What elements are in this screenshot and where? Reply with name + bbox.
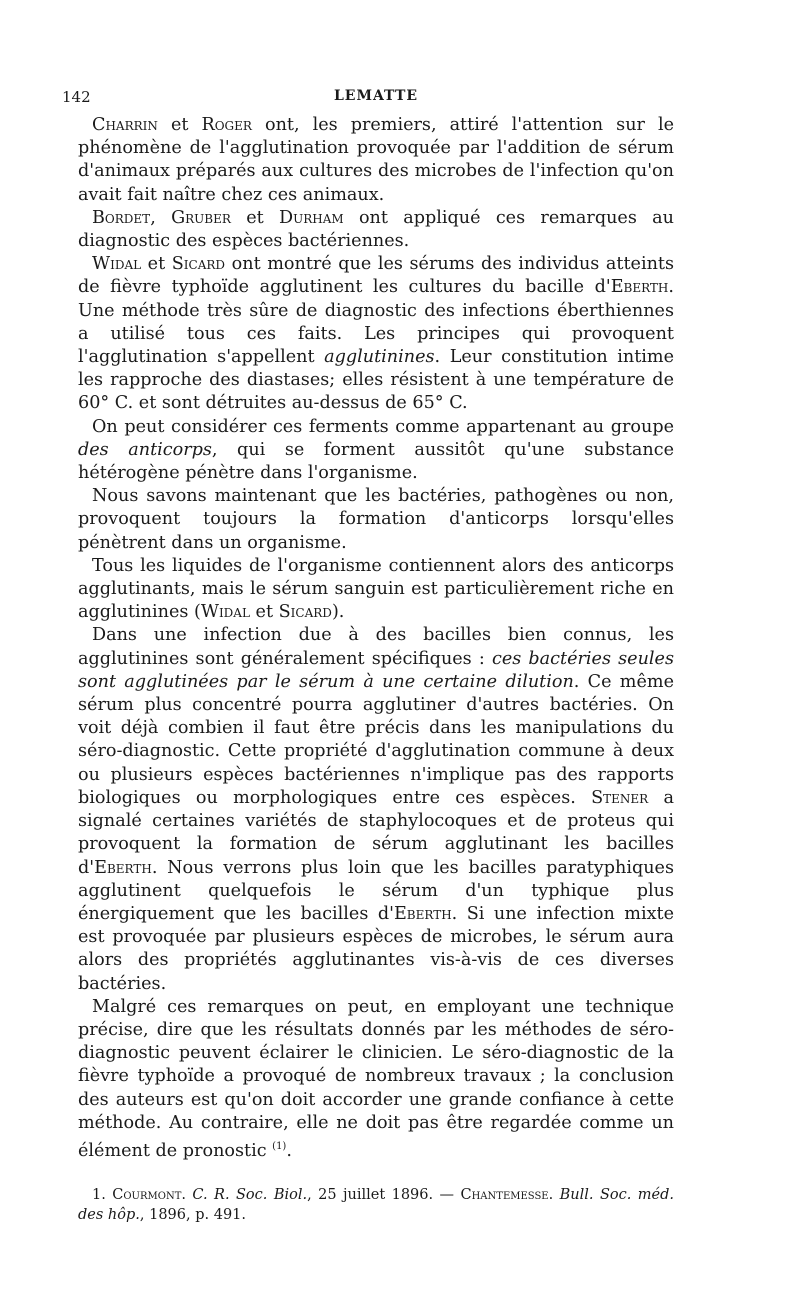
body-text bbox=[78, 114, 674, 1163]
text-run: Nous savons maintenant que les bactéries, pathogènes ou non, provoquent toujours la formation d'anticorps lorsqu'elles pénètrent dans un organisme. bbox=[78, 486, 674, 553]
text-run: . Une méthode très sûre de diagnostic des infections éberthiennes a utilisé tous ces faits. Les principes qui provoquent l'agglutination s'appellent bbox=[78, 277, 674, 368]
footnote bbox=[78, 1185, 674, 1225]
author-name: Chantemesse bbox=[460, 1187, 549, 1203]
text-run: . Si une infection mixte est provoquée par plusieurs espèces de microbes, le sérum aura alors des propriétés agglutinantes vis-à-vis de ces diverses bactéries. bbox=[78, 903, 674, 994]
text-run: ont appliqué ces remarques au diagnostic des espèces bactériennes. bbox=[78, 207, 674, 252]
author-name: Eberth bbox=[393, 903, 452, 924]
paragraph bbox=[78, 416, 674, 486]
text-run: et bbox=[230, 207, 279, 228]
paragraph bbox=[78, 253, 674, 415]
page-number: 142 bbox=[62, 88, 91, 106]
text-run: et bbox=[141, 254, 172, 275]
author-name: Widal bbox=[92, 254, 142, 275]
text-run: ). bbox=[331, 602, 345, 623]
running-head: LEMATTE bbox=[333, 88, 419, 104]
author-name: Sicard bbox=[278, 602, 332, 623]
italic-text: Bull. Soc. méd. des hôp. bbox=[78, 1187, 675, 1223]
text-run: . bbox=[548, 1187, 560, 1203]
text-run: , bbox=[150, 207, 172, 228]
author-name: Courmont bbox=[112, 1187, 182, 1203]
text-run: Malgré ces remarques on peut, en employant une technique précise, dire que les résultats donnés par les méthodes de séro-diagnostic peuvent éclairer le clinicien. Le séro-diagnostic de la fièvre typhoïde a provoqué de nombreux travaux ; la conclusion des auteurs est qu'on doit accorder une grande confiance à cette méthode. Au contraire, elle ne doit pas être regardée comme un élément de pronostic bbox=[78, 996, 674, 1161]
text-run: ont montré que les sérums des individus atteints de fièvre typhoïde agglutinent les cultures du bacille d' bbox=[78, 254, 675, 298]
italic-text: agglutinines bbox=[324, 347, 435, 368]
italic-text: des anticorps bbox=[78, 439, 212, 460]
author-name: Bordet bbox=[92, 207, 151, 228]
footnotes bbox=[78, 1185, 674, 1225]
italic-text: ces bactéries seules sont agglutinées par le sérum à une certaine dilution bbox=[78, 648, 674, 692]
paragraph bbox=[78, 114, 674, 207]
text-run: . Ce même sérum plus concentré pourra agglutiner d'autres bactéries. On voit déjà combien il faut être précis dans les manipulations du séro-diagnostic. Cette propriété d'agglutination commune à deux ou plusieurs espèces bactériennes n'implique pas des rapports biologiques ou morphologiques entre ces espèces. bbox=[78, 671, 674, 808]
text-run: et bbox=[157, 115, 202, 135]
author-name: Eberth bbox=[610, 277, 669, 298]
text-run: . Nous verrons plus loin que les bacilles paratyphiques agglutinent quelquefois le sérum d'un typhique plus énergiquement que les bacilles d' bbox=[78, 857, 674, 924]
text-run: , qui se forment aussitôt qu'une substance hétérogène pénètre dans l'organisme. bbox=[78, 439, 674, 484]
text-run: , 25 juillet 1896. — bbox=[307, 1187, 461, 1203]
text-run: . Leur constitution intime les rapproche des diastases; elles résistent à une température de 60° C. et sont détruites au-dessus de 65° C. bbox=[78, 347, 675, 414]
text-run: On peut considérer ces ferments comme appartenant au groupe bbox=[92, 416, 674, 437]
author-name: Durham bbox=[278, 207, 344, 228]
author-name: Sicard bbox=[171, 254, 226, 275]
text-run: a signalé certaines variétés de staphylocoques et de proteus qui provoquent la formation de sérum agglutinant les bacilles d' bbox=[78, 787, 674, 878]
text-run: , 1896, p. 491. bbox=[139, 1207, 246, 1223]
text-run: . bbox=[286, 1140, 292, 1161]
author-name: Stener bbox=[591, 787, 649, 808]
paragraph bbox=[78, 555, 674, 625]
paragraph bbox=[78, 485, 674, 555]
paragraph bbox=[78, 996, 674, 1163]
footnote-ref: (1) bbox=[272, 1140, 287, 1152]
text-run: 1. bbox=[92, 1187, 113, 1203]
paragraph bbox=[78, 207, 674, 253]
paragraph bbox=[78, 624, 674, 995]
author-name: Eberth bbox=[94, 857, 152, 878]
book-page bbox=[62, 86, 675, 1225]
author-name: Widal bbox=[200, 602, 250, 623]
author-name: Roger bbox=[201, 115, 252, 135]
text-run: et bbox=[249, 602, 279, 623]
author-name: Charrin bbox=[92, 115, 158, 135]
text-run: . bbox=[181, 1187, 193, 1203]
text-run: Tous les liquides de l'organisme contiennent alors des anticorps agglutinants, mais le sérum sanguin est particulièrement riche en agglutinines ( bbox=[78, 555, 674, 623]
text-run: Dans une infection due à des bacilles bien connus, les agglutinines sont généralement spécifiques : bbox=[78, 625, 674, 669]
page-header bbox=[62, 86, 674, 114]
text-run: ont, les premiers, attiré l'attention sur le phénomène de l'agglutination provoquée par l'addition de sérum d'animaux préparés aux cultures des microbes de l'infection qu'on avait fait naître chez ces animaux. bbox=[78, 115, 675, 205]
author-name: Gruber bbox=[171, 207, 231, 228]
italic-text: C. R. Soc. Biol. bbox=[192, 1187, 308, 1203]
